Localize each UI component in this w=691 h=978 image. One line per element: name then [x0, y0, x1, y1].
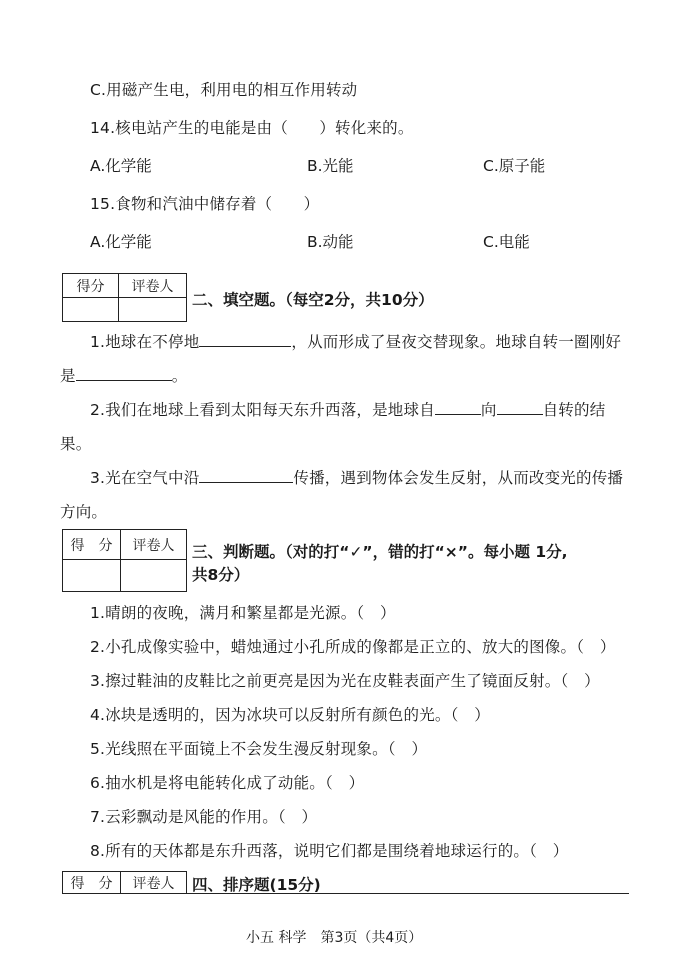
- score-table-section3: [62, 529, 187, 592]
- fill-q3-line1: [90, 466, 623, 488]
- score-table-section4: [62, 871, 187, 894]
- fill-q2-line1: [90, 398, 605, 420]
- grader-label: 评卷人: [119, 274, 187, 298]
- fill-q3-text1: 3.光在空气中沿: [90, 469, 200, 487]
- fill-q1-text2: ，从而形成了昼夜交替现象。地球自转一圈刚好: [291, 333, 622, 351]
- grader-label: 评卷人: [121, 872, 187, 894]
- section3-title-line2: 共8分）: [192, 566, 250, 584]
- fill-q2-text2: 向: [480, 401, 497, 419]
- score-label: 得 分: [63, 530, 121, 560]
- score-cell: [63, 560, 121, 592]
- grader-cell: [119, 298, 187, 322]
- fill-q2-text1: 2.我们在地球上看到太阳每天东升西落，是地球自: [90, 401, 435, 419]
- fill-q1-line2: [60, 364, 187, 386]
- fill-q1-text1: 1.地球在不停地: [90, 333, 200, 351]
- fill-blank[interactable]: [199, 332, 291, 347]
- judge-item: 6.抽水机是将电能转化成了动能。（ ）: [90, 774, 365, 792]
- judge-item: 7.云彩飘动是风能的作用。（ ）: [90, 808, 318, 826]
- fill-q2-line2: 果。: [60, 435, 92, 453]
- fill-q2-text3: 自转的结: [542, 401, 606, 419]
- section2-title: 二、填空题。（每空2分，共10分）: [192, 291, 434, 309]
- q15-question: 15.食物和汽油中储存着（ ）: [90, 195, 320, 213]
- fill-blank[interactable]: [435, 400, 481, 415]
- fill-blank[interactable]: [76, 366, 172, 381]
- score-label: 得分: [63, 274, 119, 298]
- q13-option-c: C.用磁产生电，利用电的相互作用转动: [90, 81, 358, 99]
- fill-q1-text4: 。: [171, 367, 188, 385]
- q14-option-a: A.化学能: [90, 157, 152, 175]
- q15-option-c: C.电能: [483, 233, 530, 251]
- q15-option-a: A.化学能: [90, 233, 152, 251]
- judge-item: 8.所有的天体都是东升西落，说明它们都是围绕着地球运行的。（ ）: [90, 842, 569, 860]
- judge-item: 3.擦过鞋油的皮鞋比之前更亮是因为光在皮鞋表面产生了镜面反射。（ ）: [90, 672, 600, 690]
- judge-item: 1.晴朗的夜晚，满月和繁星都是光源。（ ）: [90, 604, 396, 622]
- q14-option-b: B.光能: [307, 157, 354, 175]
- score-cell: [63, 298, 119, 322]
- page-footer: 小五 科学 第3页（共4页）: [246, 930, 423, 946]
- judge-item: 5.光线照在平面镜上不会发生漫反射现象。（ ）: [90, 740, 428, 758]
- fill-q1-line1: [90, 330, 621, 352]
- fill-blank[interactable]: [199, 468, 293, 483]
- score-table-section2: [62, 273, 187, 322]
- grader-label: 评卷人: [121, 530, 187, 560]
- judge-item: 2.小孔成像实验中，蜡烛通过小孔所成的像都是正立的、放大的图像。（ ）: [90, 638, 616, 656]
- section4-title: 四、排序题(15分): [192, 876, 321, 894]
- score-label: 得 分: [63, 872, 121, 894]
- fill-q3-text2: 传播，遇到物体会发生反射，从而改变光的传播: [293, 469, 624, 487]
- fill-blank[interactable]: [497, 400, 543, 415]
- grader-cell: [121, 560, 187, 592]
- section4-rule: [187, 893, 629, 894]
- fill-q1-text3: 是: [60, 367, 76, 385]
- q15-option-b: B.动能: [307, 233, 354, 251]
- q14-option-c: C.原子能: [483, 157, 546, 175]
- fill-q3-line2: 方向。: [60, 503, 108, 521]
- section3-title-line1: 三、判断题。（对的打“✓”，错的打“×”。每小题 1分,: [192, 543, 568, 561]
- q14-question: 14.核电站产生的电能是由（ ）转化来的。: [90, 119, 414, 137]
- judge-item: 4.冰块是透明的，因为冰块可以反射所有颜色的光。（ ）: [90, 706, 490, 724]
